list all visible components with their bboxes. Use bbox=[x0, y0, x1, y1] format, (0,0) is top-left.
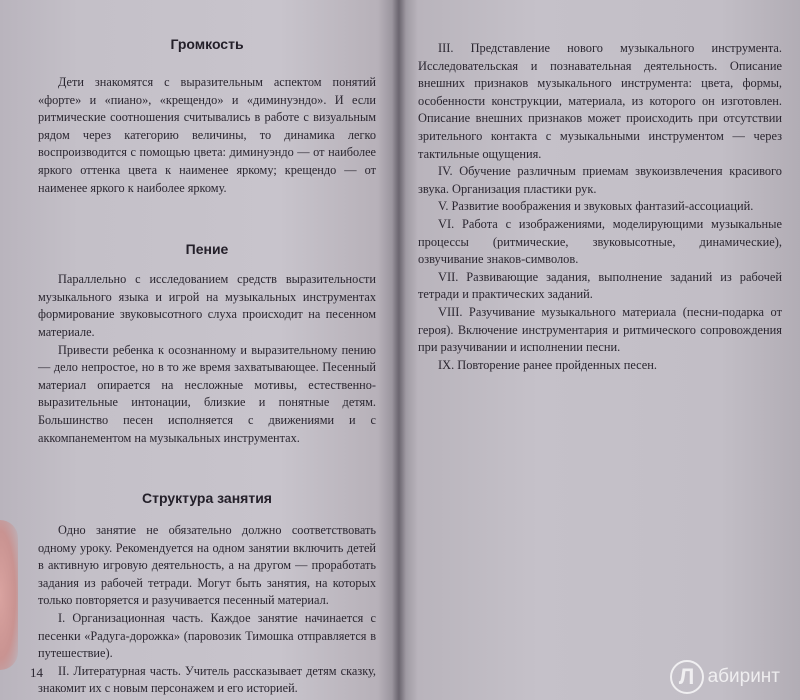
paragraph: IV. Обучение различным приемам звукоизвлечения красивого звука. Организация пластики рук. bbox=[418, 164, 782, 196]
watermark-logo-icon: Л bbox=[670, 660, 704, 694]
paragraph: VII. Развивающие задания, выполнение заданий из рабочей тетради и практических заданий. bbox=[418, 269, 782, 302]
section-title-lesson-structure: Структура занятия bbox=[142, 490, 272, 507]
paragraph: IX. Повторение ранее пройденных песен. bbox=[438, 357, 658, 372]
paragraph: Дети знакомятся с выразительным аспектом понятий «форте» и «пиано», «крещендо» и «диминуэндо». И если ритмические соотношения считывались в работе с визуальным рядом через категорию величины, то динамика легко воспроизводится с помощью цвета: диминуэндо — от наиболее яркого оттенка цвета к наименее яркому; крещендо — от наименее яркого к наиболее яркому. bbox=[38, 75, 376, 195]
finger-edge bbox=[0, 520, 18, 670]
section-title-singing: Пение bbox=[185, 241, 229, 258]
paragraph: Привести ребенка к осознанному и выразительному пению — дело непростое, но в то же время захватывающее. Песенный материал опирается на несложные мотивы, естественно-выразительные интонации, близкие и понятные детям. Большинство песен исполняется с движениями и с аккомпанементом на музыкальных инструментах. bbox=[38, 342, 376, 445]
paragraph: III. Представление нового музыкального инструмента. Исследовательская и познавательная деятельность. Описание внешних признаков музыкального инструмента: цвета, формы, особенности конструкции, материала, из которого он изготовлен. Описание внешних признаков может происходить при отсутствии зрительного контакта с музыкальными инструментом — через тактильные ощущения. bbox=[418, 41, 782, 161]
section-title-volume: Громкость bbox=[170, 36, 244, 52]
paragraph: Параллельно с исследованием средств выразительности музыкального языка и игрой на музыкальных инструментах формирование звуковысотного слуха происходит на песенном материале. bbox=[38, 272, 376, 339]
paragraph: Одно занятие не обязательно должно соответствовать одному уроку. Рекомендуется на одном занятии включить детей в активную игровую деятельность, а на другом — проработать задания из рабочей тетради. Могут быть занятия, на которых только повторяется и разучивается песенный материал. bbox=[38, 523, 376, 608]
page-number: 14 bbox=[30, 665, 43, 680]
paragraph: VIII. Разучивание музыкального материала (песни-подарка от героя). Включение инструментария и ритмического сопровождения при разучивании и исполнении песни. bbox=[418, 304, 782, 355]
left-page-content bbox=[38, 36, 376, 698]
paragraph: V. Развитие воображения и звуковых фантазий-ассоциаций. bbox=[438, 199, 754, 214]
watermark bbox=[670, 660, 780, 694]
left-page bbox=[0, 0, 398, 700]
right-page bbox=[398, 0, 800, 700]
paragraph: VI. Работа с изображениями, моделирующими музыкальные процессы (ритмические, звуковысотные, динамические), озвучивание знаков-символов. bbox=[418, 216, 782, 267]
watermark-text: абиринт bbox=[707, 666, 780, 687]
paragraph: II. Литературная часть. Учитель рассказывает детям сказку, знакомит их с новым персонажем и его историей. bbox=[38, 663, 376, 696]
book-gutter bbox=[392, 0, 406, 700]
paragraph: I. Организационная часть. Каждое занятие начинается с песенки «Радуга-дорожка» (паровозик Тимошка отправляется в путешествие). bbox=[38, 611, 376, 661]
